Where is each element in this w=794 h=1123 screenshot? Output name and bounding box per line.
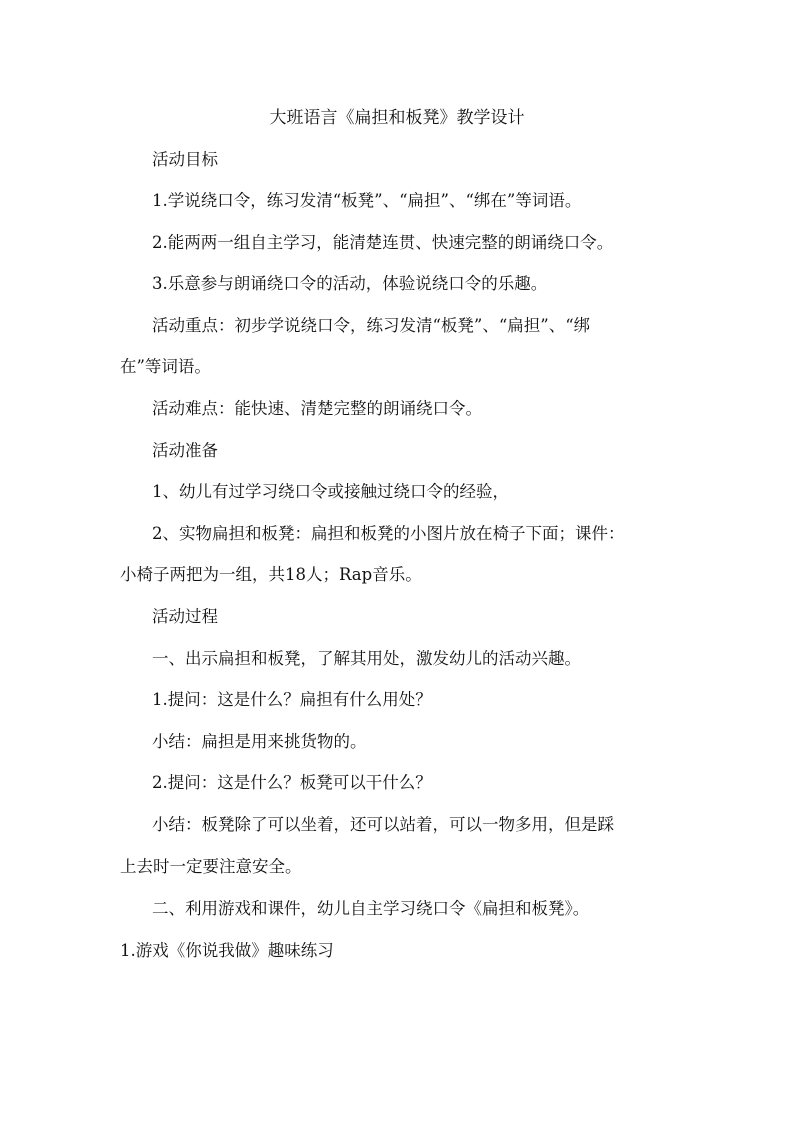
paragraph-line: 活动重点：初步学说绕口令，练习发清“板凳”、“扁担”、“绑 <box>152 316 591 335</box>
section-heading-process: 活动过程 <box>152 607 218 626</box>
paragraph-line: 活动难点：能快速、清楚完整的朗诵绕口令。 <box>152 399 482 418</box>
section-heading-preparation: 活动准备 <box>152 441 218 460</box>
paragraph-line: 小结：扁担是用来挑货物的。 <box>152 732 367 751</box>
paragraph-line: 1.游戏《你说我做》趣味练习 <box>120 941 334 960</box>
paragraph-line: 上去时一定要注意安全。 <box>120 857 302 876</box>
paragraph-line: 2、实物扁担和板凳：扁担和板凳的小图片放在椅子下面；课件： <box>152 524 625 543</box>
paragraph-line: 小椅子两把为一组，共18人；Rap音乐。 <box>120 565 422 584</box>
paragraph-line: 小结：板凳除了可以坐着，还可以站着，可以一物多用，但是踩 <box>152 815 614 834</box>
paragraph-line: 在”等词语。 <box>120 357 211 376</box>
document-title: 大班语言《扁担和板凳》教学设计 <box>269 108 525 128</box>
section-heading-objectives: 活动目标 <box>152 150 218 169</box>
paragraph-line: 2.提问：这是什么？板凳可以干什么？ <box>152 773 432 792</box>
paragraph-line: 1.提问：这是什么？扁担有什么用处？ <box>152 690 432 709</box>
paragraph-line: 1、幼儿有过学习绕口令或接触过绕口令的经验， <box>152 482 509 501</box>
paragraph-line: 3.乐意参与朗诵绕口令的活动，体验说绕口令的乐趣。 <box>152 274 548 293</box>
paragraph-line: 一、出示扁担和板凳，了解其用处，激发幼儿的活动兴趣。 <box>152 649 581 668</box>
paragraph-line: 1.学说绕口令，练习发清“板凳”、“扁担”、“绑在”等词语。 <box>152 191 582 210</box>
paragraph-line: 2.能两两一组自主学习，能清楚连贯、快速完整的朗诵绕口令。 <box>152 233 614 252</box>
paragraph-line: 二、利用游戏和课件，幼儿自主学习绕口令《扁担和板凳》。 <box>152 899 590 918</box>
